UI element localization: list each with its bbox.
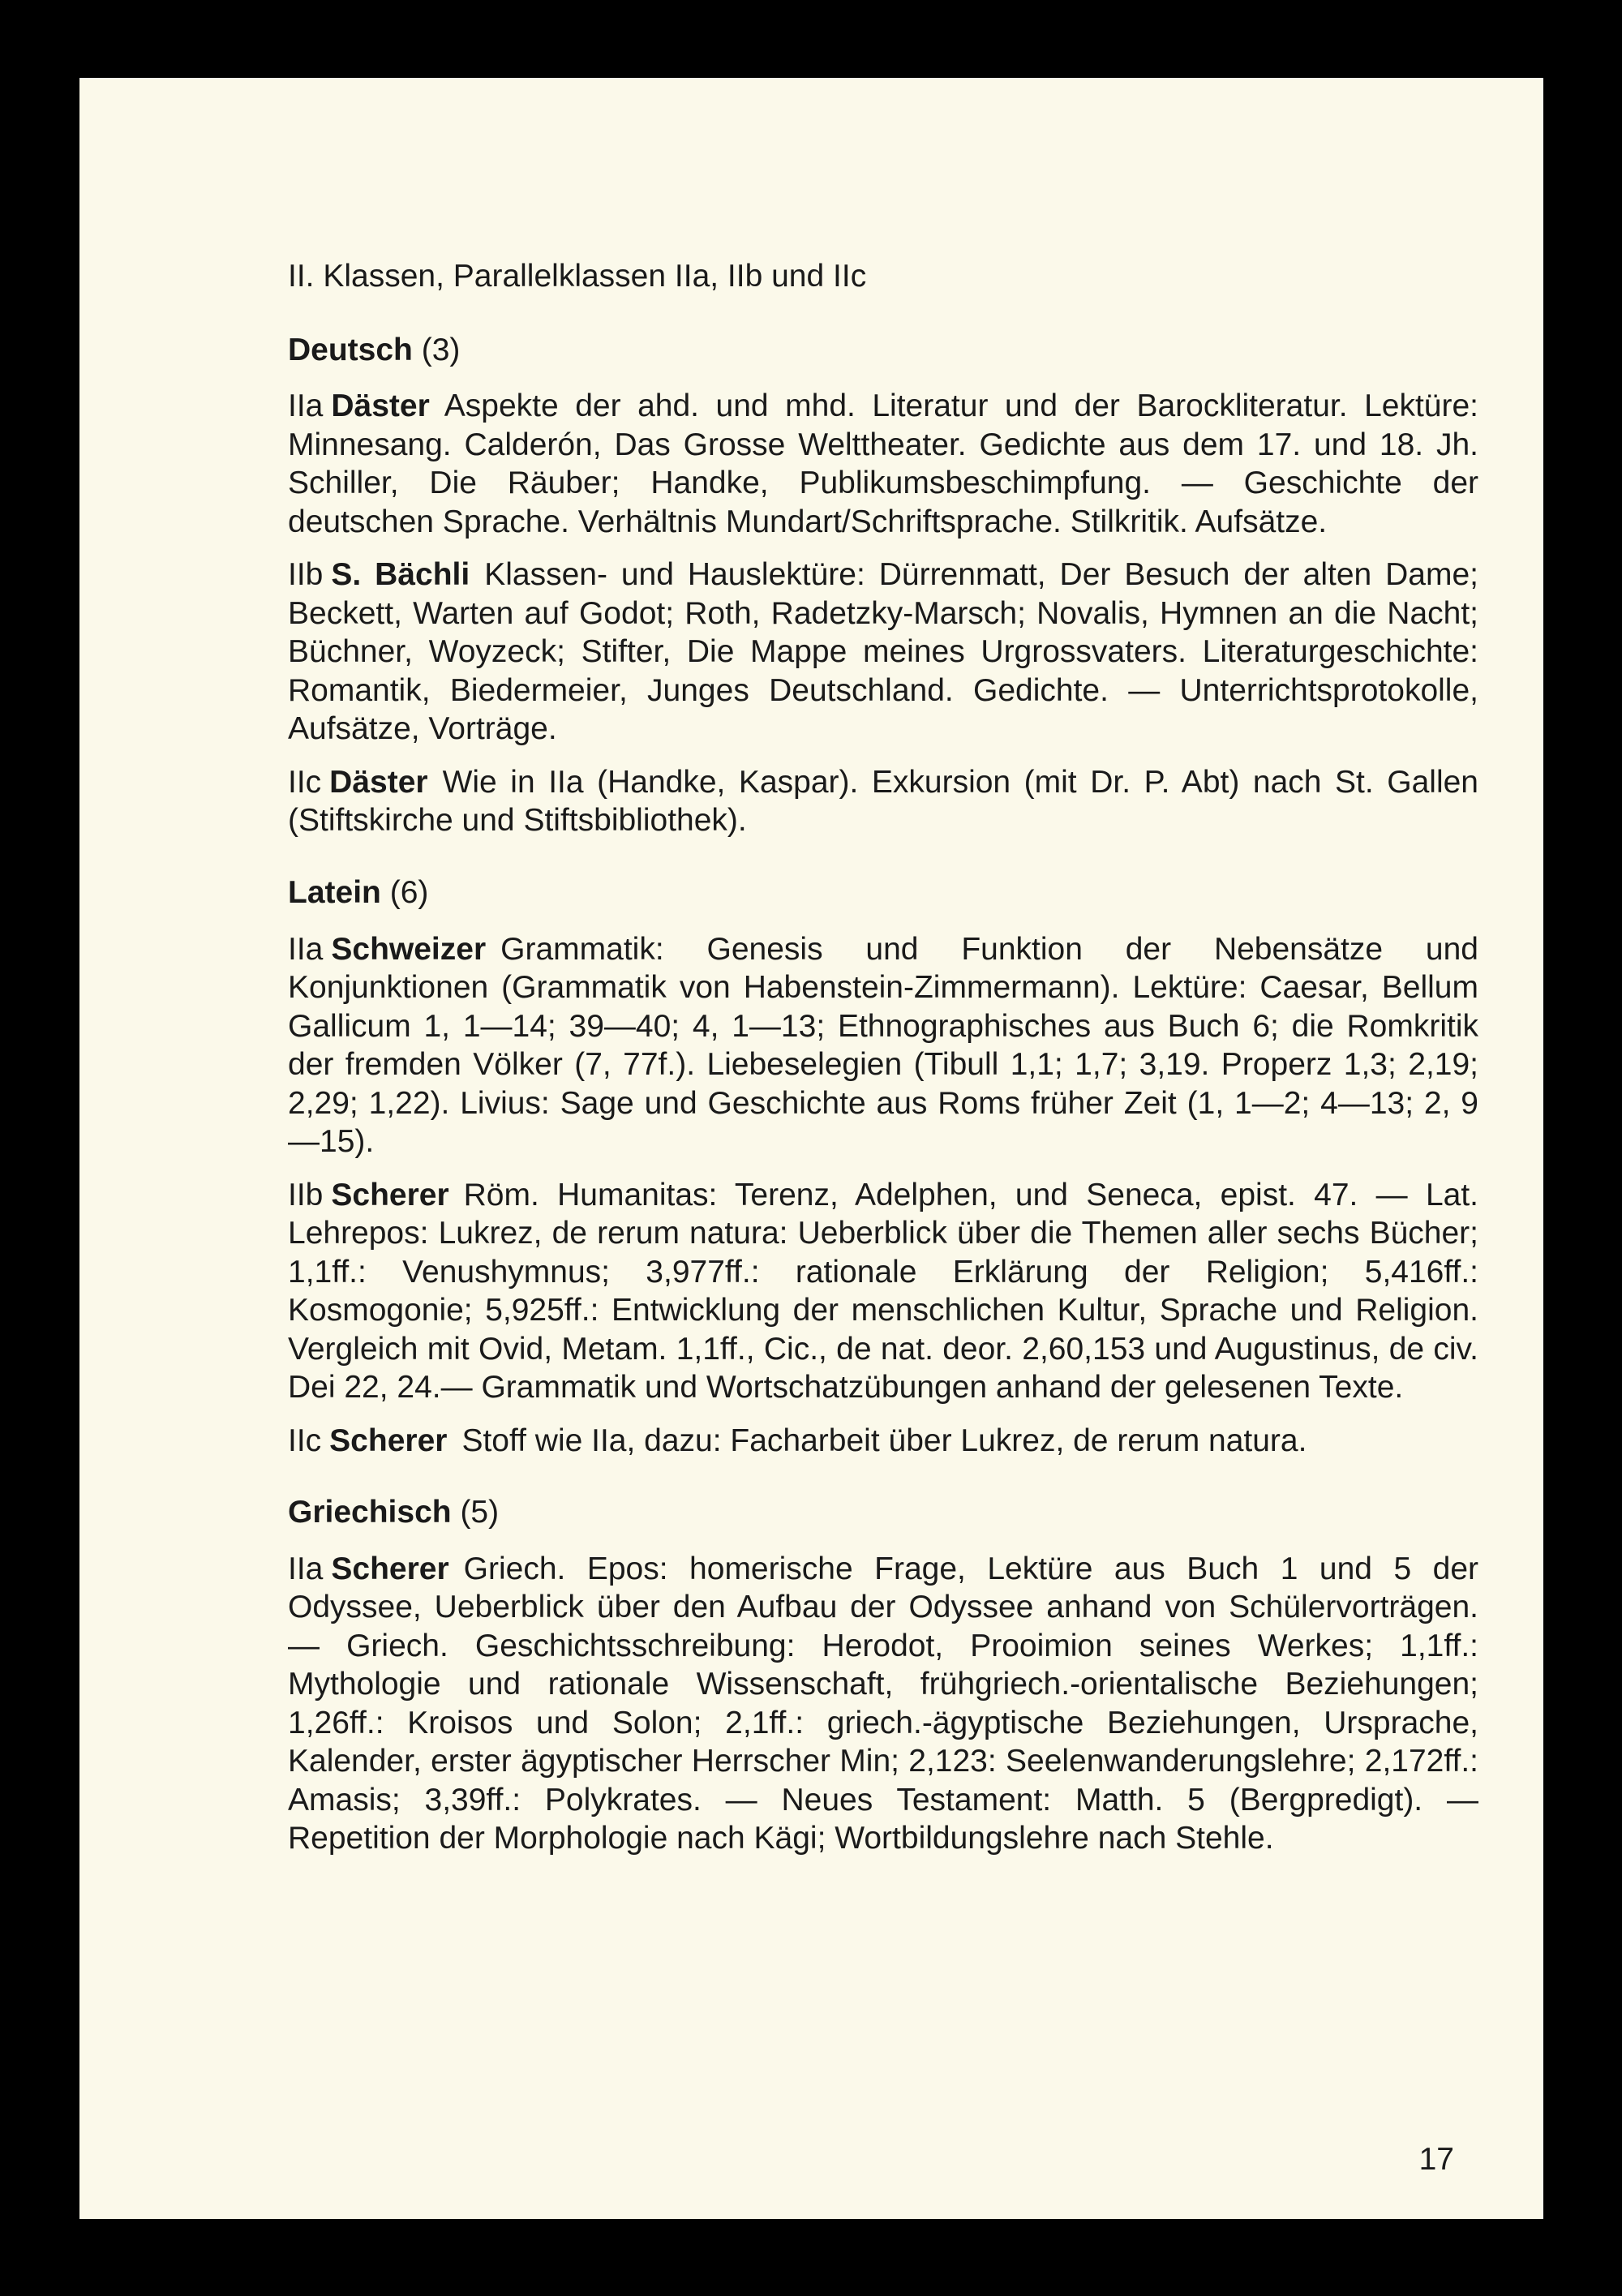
teacher-name: Däster [329,764,428,800]
course-description: Röm. Humanitas: Terenz, Adelphen, und Seneca, epist. 47. — Lat. Lehrepos: Lukrez, de rerum natura: Ueberblick über die Themen aller sechs Bücher; 1,1ff.: Venushymnus; 3,977ff.: rationale Erklärung der Religion; 5,416ff.: Kosmogonie; 5,925ff.: Entwicklung der menschlichen Kultur, Sprache und Religion. Vergleich mit Ovid, Metam. 1,1ff., Cic., de nat. deor. 2,60,153 und Augustinus, de civ. Dei 22, 24.— Grammatik und Wortschatzübungen anhand der gelesenen Texte. [288,1177,1478,1405]
subject-hours: (5) [460,1495,500,1530]
subject-heading [288,330,1478,371]
teacher-name: Scherer [331,1551,449,1586]
course-entry [288,763,1478,840]
teacher-name: Scherer [329,1423,448,1458]
section-deutsch [288,330,1478,840]
course-description: Wie in IIa (Handke, Kaspar). Exkursion (mit Dr. P. Abt) nach St. Gallen (Stiftskirche und Stiftsbibliothek). [288,764,1478,839]
class-label: IIa [288,931,324,967]
course-entry [288,930,1478,1161]
document-page [79,78,1543,2219]
course-entry [288,1422,1478,1461]
subject-hours: (3) [421,332,461,367]
teacher-name: Scherer [331,1177,449,1212]
section-latein [288,873,1478,1460]
class-label: IIc [288,1423,322,1458]
page-number: 17 [1418,2142,1454,2177]
class-label: IIa [288,1551,324,1586]
subject-name: Latein [288,874,381,910]
course-entry [288,387,1478,541]
course-description: Aspekte der ahd. und mhd. Literatur und der Barockliteratur. Lektüre: Minnesang. Calderón, Das Grosse Welttheater. Gedichte aus dem 17. und 18. Jh. Schiller, Die Räuber; Handke, Publikumsbeschimpfung. — Geschichte der deutschen Sprache. Verhältnis Mundart/Schriftsprache. Stilkritik. Aufsätze. [288,388,1478,539]
teacher-name: Schweizer [331,931,487,967]
course-entry [288,556,1478,749]
course-description: Grammatik: Genesis und Funktion der Nebensätze und Konjunktionen (Grammatik von Habenstein-Zimmermann). Lektüre: Caesar, Bellum Gallicum 1, 1—14; 39—40; 4, 1—13; Ethnographisches aus Buch 6; die Romkritik der fremden Völker (7, 77f.). Liebeselegien (Tibull 1,1; 1,7; 3,19. Properz 1,3; 2,19; 2,29; 1,22). Livius: Sage und Geschichte aus Roms früher Zeit (1, 1—2; 4—13; 2, 9—15). [288,931,1478,1160]
class-label: IIb [288,557,324,593]
subject-name: Griechisch [288,1495,452,1530]
subject-heading [288,1492,1478,1534]
page-heading: II. Klassen, Parallelklassen IIa, IIb und IIc [288,259,867,294]
class-label: IIa [288,388,324,424]
class-label: IIb [288,1177,324,1212]
page-content [288,256,1478,1873]
subject-hours: (6) [389,874,429,910]
teacher-name: Däster [331,388,430,424]
teacher-name: S. Bächli [331,557,470,593]
course-description: Stoff wie IIa, dazu: Facharbeit über Lukrez, de rerum natura. [461,1423,1307,1458]
section-griechisch [288,1492,1478,1858]
class-label: IIc [288,764,322,800]
course-description: Klassen- und Hauslektüre: Dürrenmatt, Der Besuch der alten Dame; Beckett, Warten auf Godot; Roth, Radetzky-Marsch; Novalis, Hymnen an die Nacht; Büchner, Woyzeck; Stifter, Die Mappe meines Urgrossvaters. Literaturgeschichte: Romantik, Biedermeier, Junges Deutschland. Gedichte. — Unterrichtsprotokolle, Aufsätze, Vorträge. [288,557,1478,747]
course-description: Griech. Epos: homerische Frage, Lektüre aus Buch 1 und 5 der Odyssee, Ueberblick über den Aufbau der Odyssee anhand von Schülervorträgen. — Griech. Geschichtsschreibung: Herodot, Prooimion seines Werkes; 1,1ff.: Mythologie und rationale Wissenschaft, frühgriech.-orientalische Beziehungen; 1,26ff.: Kroisos und Solon; 2,1ff.: griech.-ägyptische Beziehungen, Ursprache, Kalender, erster ägyptischer Herrscher Min; 2,123: Seelenwanderungslehre; 2,172ff.: Amasis; 3,39ff.: Polykrates. — Neues Testament: Matth. 5 (Bergpredigt). — Repetition der Morphologie nach Kägi; Wortbildungslehre nach Stehle. [288,1551,1478,1856]
course-entry [288,1176,1478,1407]
course-entry [288,1550,1478,1858]
subject-name: Deutsch [288,332,413,367]
subject-heading [288,873,1478,914]
